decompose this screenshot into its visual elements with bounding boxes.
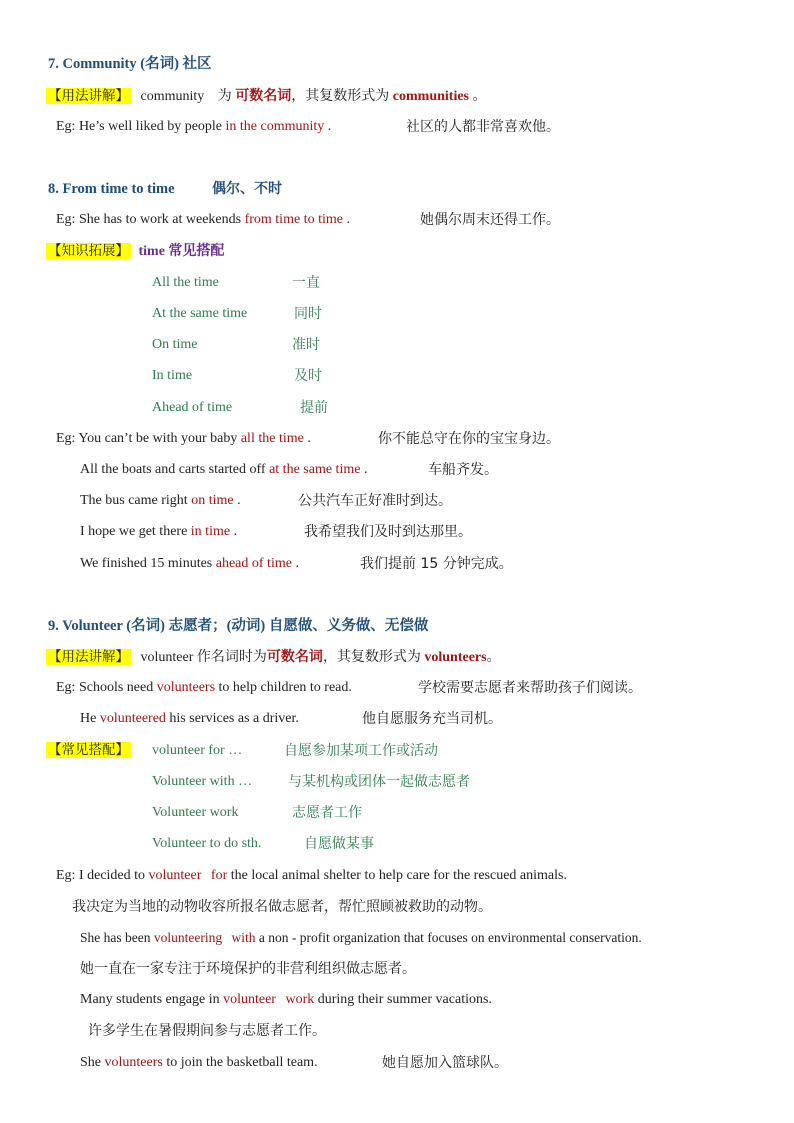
s7-use-word: community (140, 89, 205, 104)
s9-ex1-zh: 我决定为当地的动物收容所报名做志愿者，帮忙照顾被救助的动物。 (72, 899, 492, 915)
ex-pre: Eg: You can’t be with your baby (56, 431, 238, 446)
colloc-zh: 志愿者工作 (292, 805, 362, 821)
s7-use-mid: ，其复数形式为 (291, 88, 390, 104)
s9-eg1-post: to help children to read. (215, 680, 352, 695)
s7-use-hl1: 可数名词 (235, 88, 292, 104)
s9-usage-line (46, 647, 501, 667)
s7-use-hl2: communities (392, 89, 469, 104)
ex-hl: in time (190, 524, 231, 539)
phrase-zh: 一直 (292, 275, 320, 291)
s7-eg-hl: in the community (225, 119, 325, 134)
s9-ex3-pre: Many students engage in (80, 992, 220, 1007)
s9-ex3-hl1: volunteer (223, 992, 276, 1007)
s9-eg1 (56, 678, 352, 698)
section-7-heading: 7. Community (名词) 社区 (48, 56, 212, 72)
s9-use-pre: volunteer 作名词时为 (140, 650, 267, 665)
ex-post: . (295, 556, 299, 571)
s7-use-pre: 为 (217, 88, 232, 104)
s9-ex4-zh: 她自愿加入篮球队。 (382, 1055, 508, 1071)
colloc-en: Volunteer work (152, 805, 239, 820)
s9-ex1-hl2: for (210, 868, 228, 883)
phrase-en: In time (152, 368, 193, 383)
s7-eg-zh: 社区的人都非常喜欢他。 (406, 119, 560, 135)
ex-pre: I hope we get there (80, 524, 188, 539)
s8-ex-2 (80, 491, 241, 511)
expand-tag: 【知识拓展】 (48, 243, 129, 259)
colloc-zh: 自愿做某事 (304, 836, 374, 852)
ex-post: . (233, 524, 238, 539)
phrase-zh: 同时 (294, 306, 322, 322)
ex-post: . (307, 431, 311, 446)
s9-eg2-post: his services as a driver. (165, 711, 299, 726)
s9-ex3-post: during their summer vacations. (314, 992, 492, 1007)
colloc-en: Volunteer with … (152, 774, 253, 789)
s9-ex4-pre: She (80, 1055, 101, 1070)
s9-ex2-post: a non - profit organization that focuses on environmental conservation. (255, 930, 642, 945)
colloc-zh: 自愿参加某项工作或活动 (284, 743, 438, 759)
ex-post: . (237, 493, 241, 508)
colloc-en: volunteer for … (152, 743, 243, 758)
s8-ex-3 (80, 522, 237, 542)
s9-eg2 (80, 709, 299, 729)
usage-tag: 【用法讲解】 (48, 88, 129, 104)
s9-use-end: 。 (486, 649, 501, 665)
s8-tag-title: time 常见搭配 (138, 244, 225, 259)
collocation-tag: 【常见搭配】 (48, 742, 129, 758)
s8-eg-zh: 她偶尔周末还得工作。 (420, 212, 560, 228)
s9-colloc-tag-line (46, 740, 131, 760)
s8-expand-line (46, 241, 224, 261)
s9-ex3-zh: 许多学生在暑假期间参与志愿者工作。 (88, 1023, 326, 1039)
ex-hl: on time (191, 493, 234, 508)
phrase-en: On time (152, 337, 198, 352)
section-9-heading: 9. Volunteer (名词) 志愿者；(动词) 自愿做、义务做、无偿做 (48, 618, 429, 634)
phrase-en: All the time (152, 275, 219, 290)
s9-ex3 (80, 990, 492, 1010)
ex-zh: 我希望我们及时到达那里。 (304, 524, 472, 540)
phrase-en: Ahead of time (152, 400, 233, 415)
s7-use-end: 。 (472, 88, 487, 104)
s9-eg2-zh: 他自愿服务充当司机。 (362, 711, 502, 727)
s9-ex4-post: to join the basketball team. (162, 1055, 318, 1070)
ex-zh: 车船齐发。 (428, 462, 498, 478)
s8-ex-1 (80, 460, 367, 480)
s9-ex2-zh: 她一直在一家专注于环境保护的非营利组织做志愿者。 (80, 961, 416, 977)
ex-post: . (363, 462, 368, 477)
ex-pre: The bus came right (80, 493, 192, 508)
s8-example (56, 210, 350, 230)
s9-ex1-pre: Eg: I decided to (56, 868, 146, 883)
s9-eg2-hl: volunteered (99, 711, 166, 726)
s9-ex4-hl: volunteers (104, 1055, 163, 1070)
s9-eg1-hl: volunteers (156, 680, 216, 695)
s7-eg-post: . (327, 119, 332, 134)
section-8-heading: 8. From time to time (48, 181, 175, 197)
usage-tag: 【用法讲解】 (48, 649, 129, 665)
phrase-zh: 提前 (300, 400, 328, 416)
s8-ex-0 (56, 429, 311, 449)
ex-hl: ahead of time (215, 556, 292, 571)
s9-use-mid: ，其复数形式为 (322, 649, 421, 665)
s9-use-hl1: 可数名词 (266, 649, 323, 665)
s8-eg-post: . (346, 212, 350, 227)
phrase-en: At the same time (152, 306, 248, 321)
s9-ex3-hl2: work (285, 992, 315, 1007)
s9-ex2-hl1: volunteering (153, 930, 223, 945)
s7-eg-pre: Eg: He’s well liked by people (56, 119, 223, 134)
s8-eg-hl: from time to time (244, 212, 343, 227)
ex-pre: All the boats and carts started off (80, 462, 266, 477)
s7-example (56, 117, 331, 137)
s9-eg2-pre: He (80, 711, 97, 726)
section-8-heading-zh: 偶尔、不时 (212, 181, 282, 197)
phrase-zh: 准时 (292, 337, 320, 353)
s9-use-hl2: volunteers (424, 650, 487, 665)
s8-eg-pre: Eg: She has to work at weekends (56, 212, 242, 227)
colloc-en: Volunteer to do sth. (152, 836, 262, 851)
s9-ex2-pre: She has been (80, 930, 151, 945)
ex-zh: 公共汽车正好准时到达。 (298, 493, 452, 509)
s9-ex2 (80, 928, 642, 948)
ex-hl: at the same time (269, 462, 361, 477)
s9-ex1-hl1: volunteer (148, 868, 202, 883)
s9-ex1-post: the local animal shelter to help care for the rescued animals. (227, 868, 567, 883)
ex-zh: 我们提前 15 分钟完成。 (360, 556, 513, 572)
ex-pre: We finished 15 minutes (80, 556, 216, 571)
phrase-zh: 及时 (294, 368, 322, 384)
s7-usage-line (46, 86, 487, 106)
s9-ex2-hl2: with (231, 930, 256, 945)
s9-ex4 (80, 1053, 318, 1073)
ex-zh: 你不能总守在你的宝宝身边。 (378, 431, 560, 447)
s9-eg1-zh: 学校需要志愿者来帮助孩子们阅读。 (418, 680, 642, 696)
ex-hl: all the time (240, 431, 304, 446)
s9-ex1 (56, 866, 567, 886)
s8-ex-4 (80, 554, 299, 574)
colloc-zh: 与某机构或团体一起做志愿者 (288, 774, 470, 790)
s9-eg1-pre: Eg: Schools need (56, 680, 154, 695)
